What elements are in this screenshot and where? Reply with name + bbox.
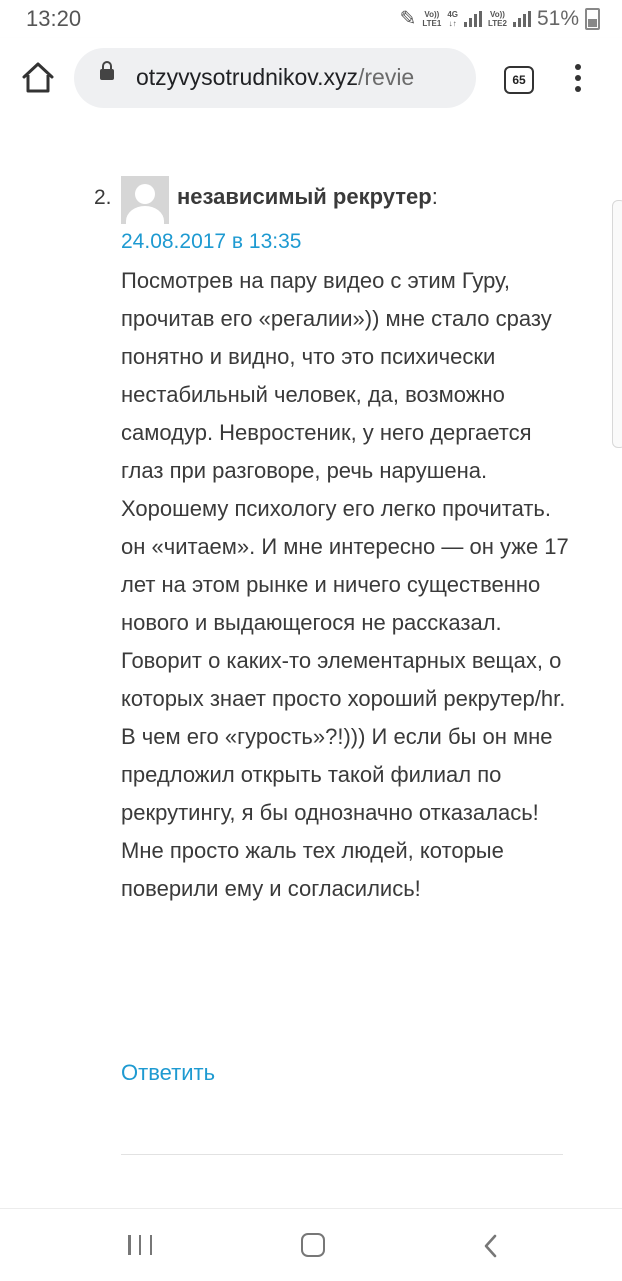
network-type-indicator: 4G ↓↑ [447, 9, 458, 28]
status-indicators [400, 6, 600, 31]
comment-text: Посмотрев на пару видео с этим Гуру, прочитав его «регалии»)) мне стало сразу понятно и видно, что это психически нестабильный человек, да, возможно самодур. Невростеник, у него дергается глаз при разговоре, речь нарушена. Хорошему психологу его легко прочитать. он «читаем». И мне интересно — он уже 17 лет на этом рынке и ничего существенно нового и выдающегося не рассказал. Говорит о каких-то элементарных вещах, о которых знает просто хороший рекрутер/hr. В чем его «гурость»?!))) И если бы он мне предложил открыть такой филиал по рекрутингу, я бы однозначно отказалась! Мне просто жаль тех людей, которые поверили ему и согласились! [121, 268, 569, 901]
sim1-volte-indicator: Vo)) LTE1 [422, 9, 442, 28]
avatar-body-shape [126, 206, 164, 224]
comment-author-line [177, 184, 438, 210]
system-navigation-bar [0, 1208, 622, 1281]
signal-strength-icon [464, 11, 482, 27]
page-scrollbar[interactable] [612, 200, 622, 448]
lock-icon [100, 69, 114, 80]
comment-divider [121, 1154, 563, 1155]
status-bar [0, 0, 622, 38]
tab-count: 65 [512, 73, 526, 87]
signal-strength-icon [513, 11, 531, 27]
browser-toolbar [0, 38, 622, 122]
avatar-head-shape [135, 184, 155, 204]
url-path: /revie [357, 64, 415, 90]
author-suffix: : [431, 184, 438, 209]
battery-percentage: 51% [536, 6, 579, 30]
recents-icon[interactable] [128, 1235, 152, 1255]
avatar [121, 176, 169, 224]
battery-icon [585, 8, 600, 30]
comment-date-link[interactable]: 24.08.2017 в 13:35 [121, 230, 302, 253]
tab-switcher-button[interactable] [504, 66, 534, 94]
more-vert-icon[interactable] [566, 64, 590, 94]
reply-link[interactable]: Ответить [121, 1060, 216, 1085]
stylus-icon: ✎ [399, 8, 417, 30]
nav-home-icon[interactable] [301, 1233, 325, 1257]
comment-author: независимый рекрутер [177, 184, 432, 209]
url-domain: otzyvysotrudnikov.xyz [136, 64, 358, 90]
status-time: 13:20 [26, 6, 82, 31]
comment-number: 2. [94, 186, 112, 209]
url-text[interactable] [136, 64, 414, 91]
home-button[interactable] [18, 58, 58, 98]
address-bar[interactable] [74, 48, 476, 108]
back-icon[interactable] [480, 1233, 502, 1259]
sim2-volte-indicator: Vo)) LTE2 [488, 9, 507, 28]
page-content[interactable] [0, 122, 622, 1208]
home-icon [18, 58, 58, 98]
